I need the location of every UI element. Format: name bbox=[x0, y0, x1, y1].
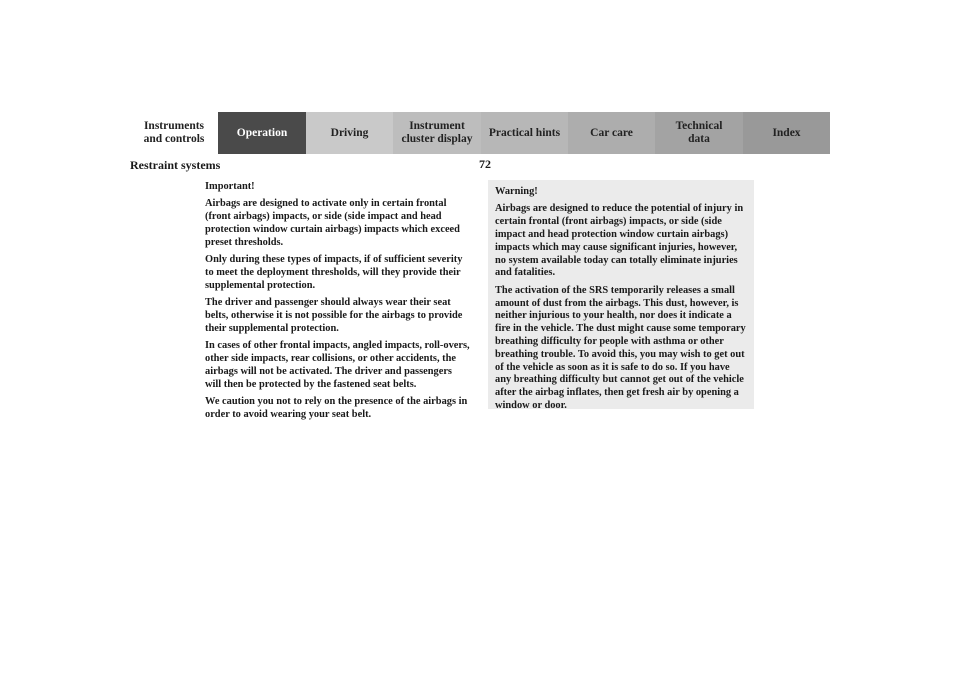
tab-index[interactable]: Index bbox=[743, 112, 830, 154]
section-title: Restraint systems bbox=[130, 158, 221, 172]
body-paragraph: We caution you not to rely on the presence of the airbags in order to avoid wearing your seat belt. bbox=[205, 395, 468, 420]
section-tab-bar bbox=[130, 112, 830, 154]
page-number: 72 bbox=[479, 157, 491, 171]
warning-box bbox=[488, 180, 754, 409]
body-paragraph: Only during these types of impacts, if of sufficient severity to meet the deployment thresholds, will they provide their supplemental protection. bbox=[205, 254, 463, 291]
warning-paragraph: The activation of the SRS temporarily releases a small amount of dust from the airbags. This dust, however, is neither injurious to your health, nor does it indicate a fire in the vehicle. The dust might cause some temporary breathing difficulty for people with asthma or other breathing trouble. To avoid this, you may wish to get out of the vehicle as soon as it is safe to do so. If you have any breathing difficulty but cannot get out of the vehicle after the airbag inflates, then get fresh air by opening a window or door. bbox=[495, 284, 746, 411]
warning-title: Warning! bbox=[495, 186, 538, 197]
main-text-column bbox=[205, 181, 470, 426]
tab-instrument-cluster-display[interactable]: Instrument cluster display bbox=[393, 112, 481, 154]
tab-operation[interactable]: Operation bbox=[218, 112, 306, 154]
tab-driving[interactable]: Driving bbox=[306, 112, 393, 154]
body-paragraph: The driver and passenger should always wear their seat belts, otherwise it is not possible for the airbags to provide their supplemental protection. bbox=[205, 297, 463, 334]
tab-practical-hints[interactable]: Practical hints bbox=[481, 112, 568, 154]
body-paragraph: In cases of other frontal impacts, angled impacts, roll-overs, other side impacts, rear collisions, or other accidents, the airbags will not be activated. The driver and passengers will then be protected by the fastened seat belts. bbox=[205, 340, 470, 390]
warning-paragraph: Airbags are designed to reduce the potential of injury in certain frontal (front airbags) impacts, or side (side impact and head protection window curtain airbags) impacts which may cause significant injuries, however, no system available today can totally eliminate injuries and fatalities. bbox=[495, 203, 744, 279]
body-paragraph: Airbags are designed to activate only in certain frontal (front airbags) impacts, or side (side impact and head protection window curtain airbags) impacts which exceed preset thresholds. bbox=[205, 198, 460, 248]
important-heading: Important! bbox=[205, 181, 255, 192]
header-divider bbox=[130, 174, 830, 175]
tab-instruments-and-controls[interactable]: Instruments and controls bbox=[130, 112, 218, 154]
tab-car-care[interactable]: Car care bbox=[568, 112, 655, 154]
tab-technical-data[interactable]: Technical data bbox=[655, 112, 743, 154]
